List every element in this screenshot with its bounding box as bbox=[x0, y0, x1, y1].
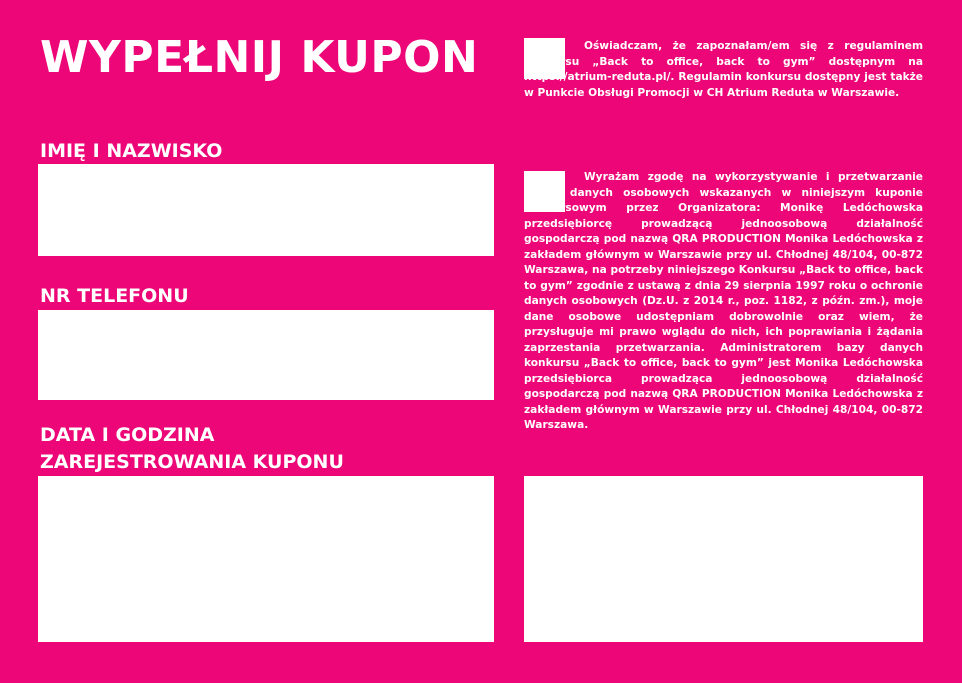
date-label-line2: ZAREJESTROWANIA KUPONU bbox=[40, 451, 344, 473]
data-processing-consent-text: Wyrażam zgodę na wykorzystywanie i przetwarzanie moich danych osobowych wskazanych w niniejszym kuponie konkursowym przez Organizatora: Monikę Ledóchowska przedsiębiorcę prowadzącą jednoosobową działalność gospodarczą pod nazwą QRA PRODUCTION Monika Ledóchowska z zakładem głównym w Warszawie przy ul. Chłodnej 48/104, 00-872 Warszawa, na potrzeby niniejszego Konkursu „Back to office, back to gym” zgodnie z ustawą z dnia 29 sierpnia 1997 roku o ochronie danych osobowych (Dz.U. z 2014 r., poz. 1182, z późn. zm.), moje dane osobowe udostępniam dobrowolnie oraz wiem, że przysługuje mi prawo wglądu do nich, ich poprawiania i żądania zaprzestania przetwarzania. Administratorem bazy danych konkursu „Back to office, back to gym” jest Monika Ledóchowska przedsiębiorca prowadząca jednoosobową działalność gospodarczą pod nazwą QRA PRODUCTION Monika Ledóchowska z zakładem głównym w Warszawie przy ul. Chłodnej 48/104, 00-872 Warszawa. bbox=[524, 171, 923, 431]
date-label-line1: DATA I GODZINA bbox=[40, 424, 215, 446]
name-field[interactable] bbox=[38, 164, 494, 256]
blank-field[interactable] bbox=[524, 476, 923, 642]
phone-label: NR TELEFONU bbox=[40, 285, 189, 307]
page-title: WYPEŁNIJ KUPON bbox=[40, 32, 479, 83]
date-time-field[interactable] bbox=[38, 476, 494, 642]
name-label: IMIĘ I NAZWISKO bbox=[40, 140, 223, 162]
phone-field[interactable] bbox=[38, 310, 494, 400]
terms-consent-text: Oświadczam, że zapoznałam/em się z regulaminem konkursu „Back to office, back to gym” dostępnym na https://atrium-reduta.pl/. Regulamin konkursu dostępny jest także w Punkcie Obsługi Promocji w CH Atrium Reduta w Warszawie. bbox=[524, 40, 923, 99]
